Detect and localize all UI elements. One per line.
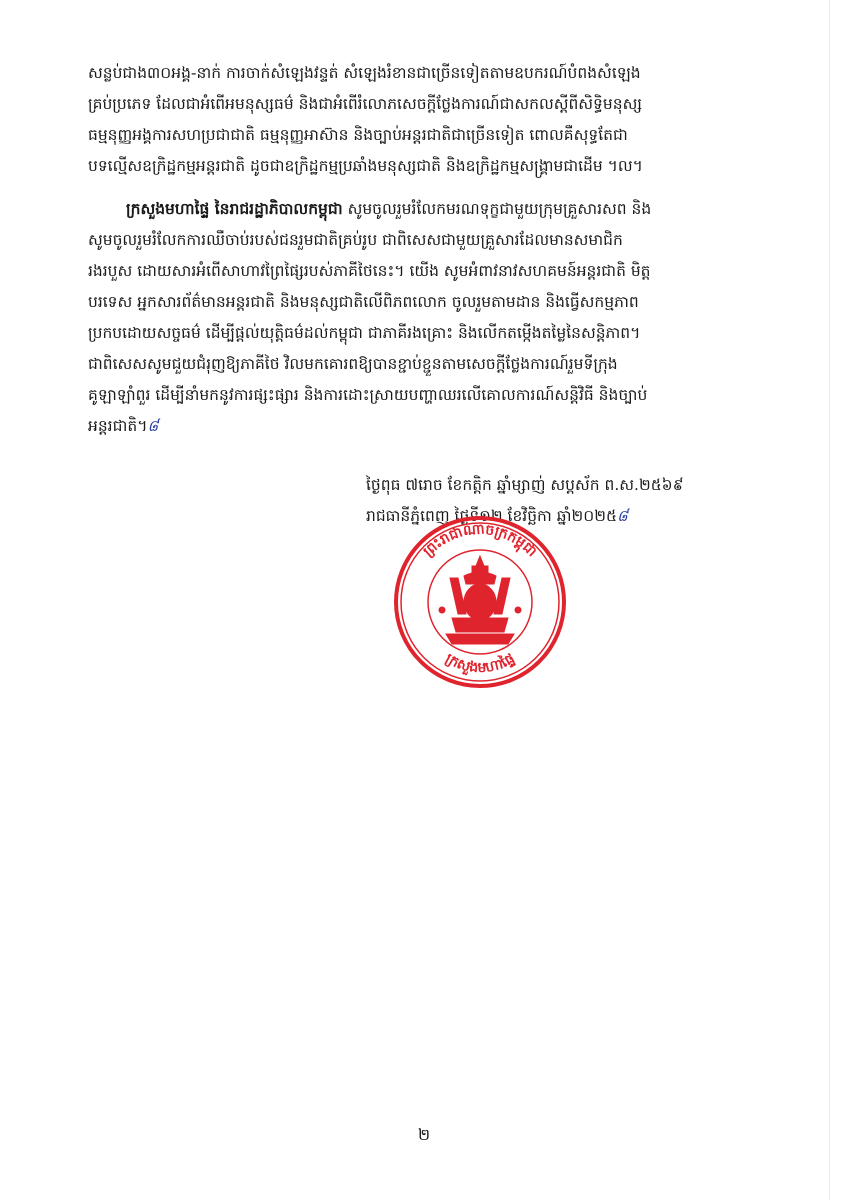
paragraph-2-line: ជាពិសេសសូមជួយជំរុញឱ្យភាគីថៃ វិលមកគោរពឱ្យបានខ្ជាប់ខ្ជួនតាមសេចក្តីថ្លែងការណ៍រួមទីក្រុង — [88, 355, 618, 373]
paragraph-2-line: គូឡាឡាំពួរ ដើម្បីនាំមកនូវការផ្សះផ្សារ និងការដោះស្រាយបញ្ហាឈរលើគោលការណ៍សន្តិវិធី និងច្បាប់ — [88, 386, 648, 404]
paragraph-1-line: ធម្មនុញ្ញអង្គការសហប្រជាជាតិ ធម្មនុញ្ញអាស៊ាន និងច្បាប់អន្តរជាតិជាច្រើនទៀត ពោលគឺសុទ្ធតែជា — [88, 126, 628, 144]
paragraph-2-line: រងរបួស ដោយសារអំពើសាហាវព្រៃផ្សៃរបស់ភាគីថៃនេះ។ យើង សូមអំពាវនាវសហគមន៍អន្តរជាតិ មិត្ត — [88, 262, 651, 280]
paragraph-2-first-line-text: សូមចូលរួមរំលែកមរណទុក្ខជាមួយក្រុមគ្រួសារសព និង — [342, 200, 652, 218]
paragraph-2-last-text: អន្តរជាតិ។ — [88, 417, 148, 435]
seal-emblem — [439, 556, 521, 644]
official-seal — [392, 514, 568, 690]
ministry-name: ក្រសួងមហាផ្ទៃ នៃរាជរដ្ឋាភិបាលកម្ពុជា — [126, 200, 343, 218]
paragraph-2-first-line — [88, 194, 764, 225]
handwritten-initial-mark: ៨ — [147, 417, 159, 435]
letter-body — [88, 58, 764, 442]
paragraph-1-line: សន្លប់ជាង៣០អង្គ-នាក់ ការចាក់សំឡេងវន្ទត់ សំឡេងរំខានជាច្រើនទៀតតាមឧបករណ៍បំពងសំឡេង — [88, 64, 641, 82]
page-number: ២ — [417, 1125, 431, 1144]
seal-text-bottom: ក្រសួងមហាផ្ទៃ — [442, 650, 518, 677]
paragraph-2-last-line — [88, 411, 764, 442]
page-edge — [829, 0, 830, 1200]
paragraph-2 — [88, 194, 764, 442]
seal-text-top: ព្រះរាជាណាចក្រកម្ពុជា — [420, 521, 540, 561]
handwritten-date-mark: ៨ — [616, 507, 628, 525]
paragraph-1-line: គ្រប់ប្រភេទ ដែលជាអំពើអមនុស្សធម៌ និងជាអំពើរំលោភសេចក្តីថ្លែងការណ៍ជាសកលស្តីពីសិទ្ធិមនុស្ស — [88, 95, 642, 113]
date-solar-place: រាជធានីភ្នំពេញ ថ្ងៃទី១២ ខែវិច្ឆិកា ឆ្នាំ២០២៥ — [366, 507, 617, 525]
paragraph-1-line: បទល្មើសឧក្រិដ្ឋកម្មអន្តរជាតិ ដូចជាឧក្រិដ្ឋកម្មប្រឆាំងមនុស្សជាតិ និងឧក្រិដ្ឋកម្មសង្គ្រាមជាដើម ។ល។ — [88, 157, 643, 175]
paragraph-1 — [88, 58, 764, 182]
paragraph-2-line: ប្រកបដោយសច្ចធម៌ ដើម្បីផ្តល់យុត្តិធម៌ដល់កម្ពុជា ជាភាគីរងគ្រោះ និងលើកតម្កើងតម្លៃនៃសន្តិភាព។ — [88, 324, 641, 342]
date-lunar: ថ្ងៃពុធ ៧រោច ខែកត្តិក ឆ្នាំម្សាញ់ សប្តស័ក ព.ស.២៥៦៩ — [366, 476, 684, 494]
paragraph-2-line: បរទេស អ្នកសារព័ត៌មានអន្តរជាតិ និងមនុស្សជាតិលើពិភពលោក ចូលរួមតាមដាន និងធ្វើសកម្មភាព — [88, 293, 639, 311]
paragraph-2-line: សូមចូលរួមរំលែកការឈឺចាប់របស់ជនរួមជាតិគ្រប់រូប ជាពិសេសជាមួយគ្រួសារដែលមានសមាជិក — [88, 231, 623, 249]
